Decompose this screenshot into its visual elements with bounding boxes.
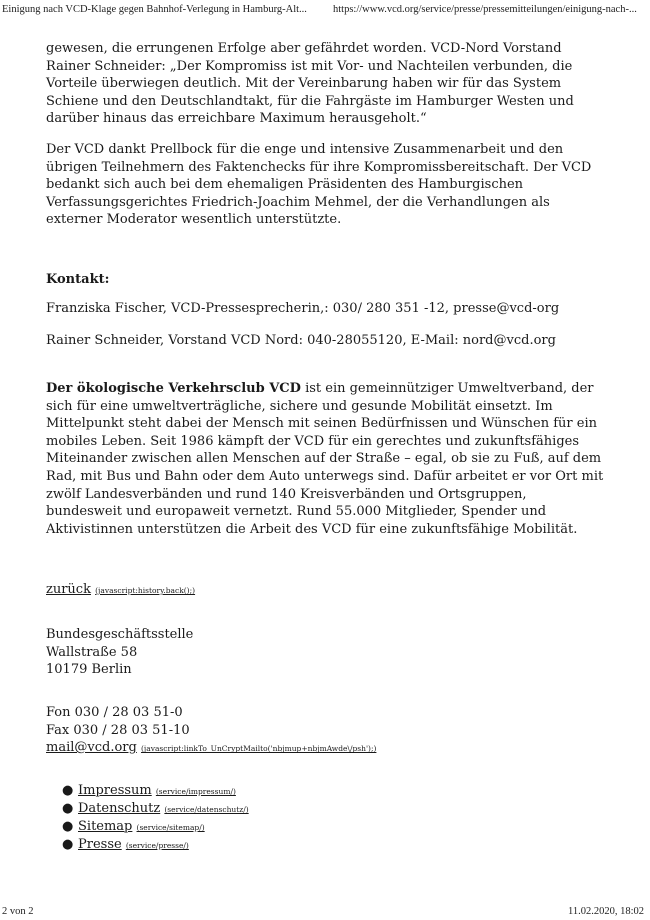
back-link-href: (javascript:history.back();) bbox=[95, 586, 196, 595]
mail-link[interactable]: mail@vcd.org bbox=[46, 740, 137, 756]
print-header-url: https://www.vcd.org/service/presse/pressemitteilungen/einigung-nach-... bbox=[333, 4, 637, 15]
phone-fon: Fon 030 / 28 03 51-0 bbox=[46, 705, 183, 720]
footer-nav bbox=[62, 782, 249, 854]
mail-row bbox=[46, 739, 376, 758]
bullet-icon: ● bbox=[62, 783, 74, 798]
about-vcd bbox=[46, 380, 606, 538]
paragraph: gewesen, die errungenen Erfolge aber gefährdet worden. VCD-Nord Vorstand Rainer Schneider: „Der Kompromiss ist mit Vor- und Nachteilen verbunden, die Vorteile überwiegen deutlich. Mit der Vereinbarung haben wir für das System Schiene und den Deutschlandtakt, für die Fahrgäste im Hamburger Westen und darüber hinaus das erreichbare Maximum herausgeholt.“ bbox=[46, 41, 574, 127]
about-vcd-name: Der ökologische Verkehrsclub VCD bbox=[46, 381, 301, 396]
footer-nav-item-sitemap bbox=[62, 818, 249, 836]
sitemap-link[interactable]: Sitemap bbox=[78, 819, 133, 834]
impressum-link[interactable]: Impressum bbox=[78, 783, 152, 798]
about-vcd-text: ist ein gemeinnütziger Umweltverband, der sich für eine umweltverträgliche, sichere und gesunde Mobilität einsetzt. Im Mittelpunkt steht dabei der Mensch mit seinen Bedürfnissen und Wünschen für ein mobiles Leben. Seit 1986 kämpft der VCD für ein gerechtes und zukunftsfähiges Miteinander zwischen allen Menschen auf der Straße – egal, ob sie zu Fuß, auf dem Rad, mit Bus und Bahn oder dem Auto unterwegs sind. Dafür arbeitet er vor Ort mit zwölf Landesverbänden und rund 140 Kreisverbänden und Ortsgruppen, bundesweit und europaweit vernetzt. Rund 55.000 Mitglieder, Spender und Aktivistinnen unterstützen die Arbeit des VCD für eine zukunftsfähige Mobilität. bbox=[46, 381, 604, 537]
datenschutz-link-href: (service/datenschutz/) bbox=[164, 805, 249, 814]
address-block bbox=[46, 626, 193, 679]
contact-line-press: Franziska Fischer, VCD-Pressesprecherin,: 030/ 280 351 -12, presse@vcd-org bbox=[46, 301, 560, 316]
contact-line-nord: Rainer Schneider, Vorstand VCD Nord: 040-28055120, E-Mail: nord@vcd.org bbox=[46, 333, 556, 348]
datenschutz-link[interactable]: Datenschutz bbox=[78, 801, 161, 816]
article-body bbox=[46, 40, 606, 229]
sitemap-link-href: (service/sitemap/) bbox=[136, 823, 205, 832]
presse-link[interactable]: Presse bbox=[78, 837, 122, 852]
mail-link-href: (javascript:linkTo_UnCryptMailto('nbjmup+nbjmAwde\/psh');) bbox=[140, 744, 377, 754]
address-line: 10179 Berlin bbox=[46, 662, 132, 678]
footer-nav-item-impressum bbox=[62, 782, 249, 800]
contact-heading: Kontakt: bbox=[46, 272, 110, 287]
bullet-icon: ● bbox=[62, 801, 74, 816]
bullet-icon: ● bbox=[62, 819, 74, 834]
phone-fax: Fax 030 / 28 03 51-10 bbox=[46, 722, 190, 738]
phone-block bbox=[46, 704, 376, 758]
footer-nav-item-presse bbox=[62, 836, 249, 854]
print-footer-datetime: 11.02.2020, 18:02 bbox=[567, 906, 644, 917]
address-line: Bundesgeschäftsstelle bbox=[46, 627, 194, 642]
print-header-title: Einigung nach VCD-Klage gegen Bahnhof-Verlegung in Hamburg-Alt... bbox=[2, 4, 307, 15]
print-footer-page: 2 von 2 bbox=[2, 906, 34, 917]
back-link[interactable]: zurück bbox=[46, 582, 91, 597]
paragraph: Der VCD dankt Prellbock für die enge und intensive Zusammenarbeit und den übrigen Teilnehmern des Faktenchecks für ihre Kompromissbereitschaft. Der VCD bedankt sich auch bei dem ehemaligen Präsidenten des Hamburgischen Verfassungsgerichtes Friedrich-Joachim Mehmel, der die Verhandlungen als externer Moderator wesentlich unterstützte. bbox=[46, 141, 592, 228]
presse-link-href: (service/presse/) bbox=[125, 841, 189, 850]
back-link-row bbox=[46, 582, 195, 597]
bullet-icon: ● bbox=[62, 837, 74, 852]
footer-nav-item-datenschutz bbox=[62, 800, 249, 818]
address-line: Wallstraße 58 bbox=[46, 644, 138, 660]
impressum-link-href: (service/impressum/) bbox=[155, 787, 236, 796]
